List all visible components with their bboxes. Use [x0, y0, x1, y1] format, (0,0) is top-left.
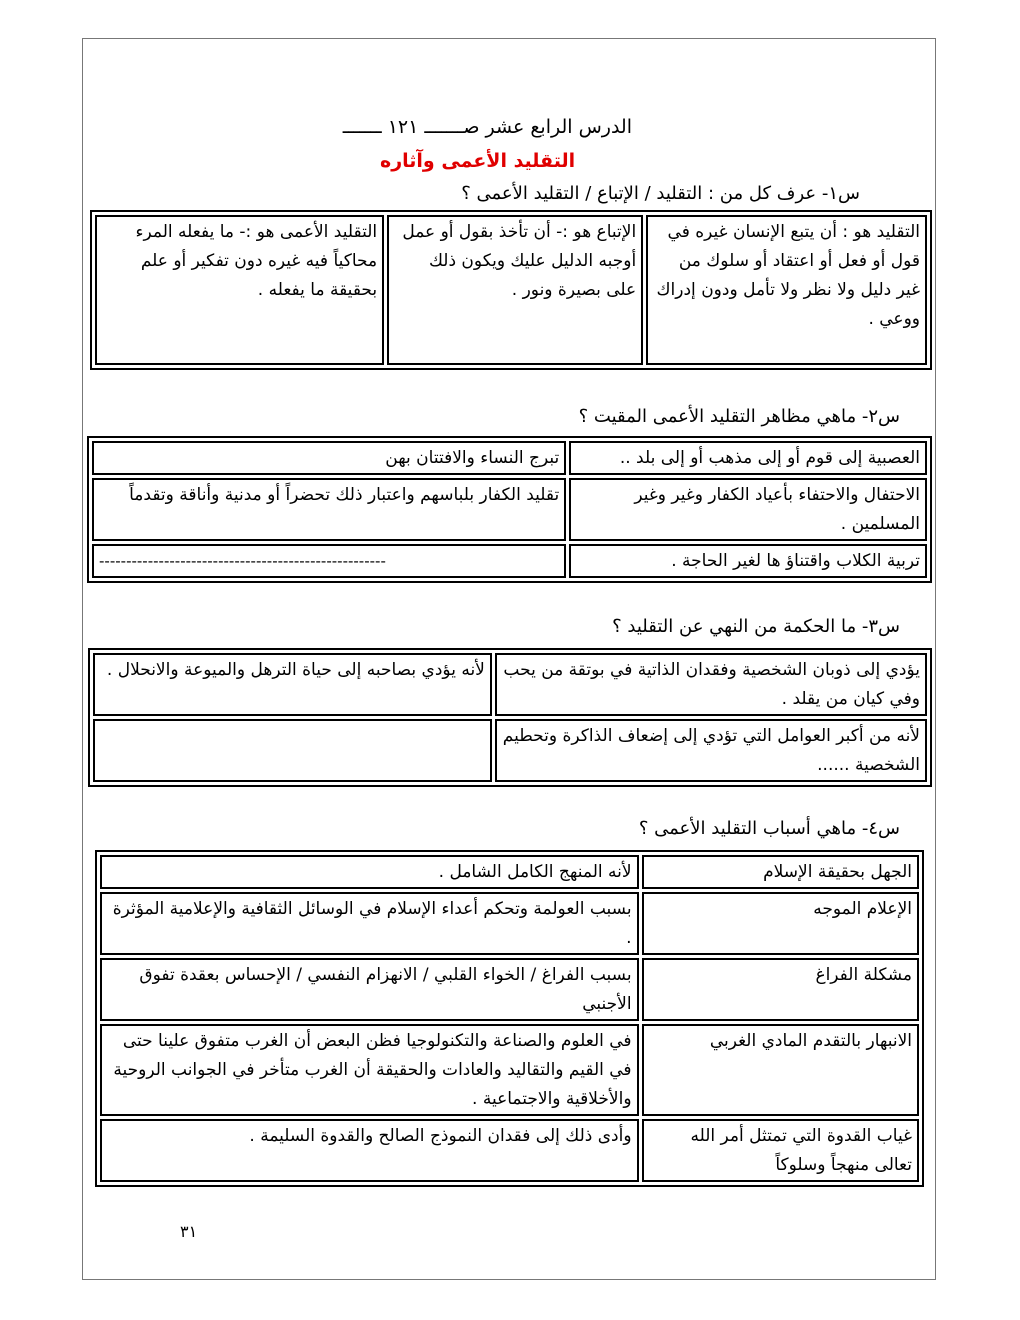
- table-cell: لأنه يؤدي بصاحبه إلى حياة الترهل والميوعة والانحلال .: [93, 653, 492, 716]
- definitions-table: [90, 210, 932, 370]
- table-cell: بسبب الفراغ / الخواء القلبي / الانهزام النفسي / الإحساس بعقدة تفوق الأجنبي: [100, 958, 639, 1021]
- table-cell: [92, 544, 566, 578]
- table-row: [92, 544, 927, 578]
- table-row: [100, 892, 919, 955]
- table-cell: [93, 719, 492, 782]
- table-cell: تربية الكلاب واقتناؤ ها لغير الحاجة .: [569, 544, 927, 578]
- table-cell: التقليد هو : أن يتبع الإنسان غيره في قول أو فعل أو اعتقاد أو سلوك من غير دليل ولا نظر ولا تأمل ودون إدراك ووعي .: [646, 215, 927, 365]
- table-cell: الإتباع هو :- أن تأخذ بقول أو عمل أوجبه الدليل عليك ويكون ذلك على بصيرة ونور .: [387, 215, 643, 365]
- page-number: ٣١: [180, 1222, 198, 1241]
- question-4: س٤- ماهي أسباب التقليد الأعمى ؟: [638, 818, 900, 839]
- question-2: س٢- ماهي مظاهر التقليد الأعمى المقيت ؟: [578, 406, 900, 427]
- question-1: س١- عرف كل من : التقليد / الإتباع / التقليد الأعمى ؟: [461, 183, 860, 204]
- table-cell: الاحتفال والاحتفاء بأعياد الكفار وغير وغير المسلمين .: [569, 478, 927, 541]
- table-cell: غياب القدوة التي تمتثل أمر الله تعالى منهجاً وسلوكاً: [642, 1119, 919, 1182]
- table-cell: الجهل بحقيقة الإسلام: [642, 855, 919, 889]
- table-row: [100, 1024, 919, 1116]
- table-cell: التقليد الأعمى هو :- ما يفعله المرء محاكياً فيه غيره دون تفكير أو علم بحقيقة ما يفعله .: [95, 215, 384, 365]
- wisdom-table: [88, 648, 932, 787]
- table-cell: تقليد الكفار بلباسهم واعتبار ذلك تحضراً أو مدنية وأناقة وتقدماً: [92, 478, 566, 541]
- question-3: س٣- ما الحكمة من النهي عن التقليد ؟: [612, 616, 900, 637]
- table-row: [100, 1119, 919, 1182]
- table-row: [93, 719, 927, 782]
- manifestations-table: [87, 436, 932, 583]
- table-cell: مشكلة الفراغ: [642, 958, 919, 1021]
- lesson-title: التقليد الأعمى وآثاره: [380, 150, 576, 172]
- lesson-header: الدرس الرابع عشر صـــــــ ١٢١ ـــــــ: [342, 116, 632, 138]
- table-row: [92, 441, 927, 475]
- table-cell: الإعلام الموجه: [642, 892, 919, 955]
- table-cell: لأنه المنهج الكامل الشامل .: [100, 855, 639, 889]
- table-row: [95, 215, 927, 365]
- table-row: [100, 958, 919, 1021]
- table-cell: في العلوم والصناعة والتكنولوجيا فظن البعض أن الغرب متفوق علينا حتى في القيم والتقاليد والعادات والحقيقة أن الغرب متأخر في الجوانب الروحية والأخلاقية والاجتماعية .: [100, 1024, 639, 1116]
- table-row: [100, 855, 919, 889]
- table-cell: الانبهار بالتقدم المادي الغربي: [642, 1024, 919, 1116]
- table-cell: العصبية إلى قوم أو إلى مذهب أو إلى بلد ..: [569, 441, 927, 475]
- table-cell: بسبب العولمة وتحكم أعداء الإسلام في الوسائل الثقافية والإعلامية المؤثرة .: [100, 892, 639, 955]
- table-cell: تبرج النساء والافتتان بهن: [92, 441, 566, 475]
- table-row: [92, 478, 927, 541]
- table-cell: وأدى ذلك إلى فقدان النموذج الصالح والقدوة السليمة .: [100, 1119, 639, 1182]
- table-cell: يؤدي إلى ذوبان الشخصية وفقدان الذاتية في بوتقة من يحب وفي كيان من يقلد .: [495, 653, 927, 716]
- table-row: [93, 653, 927, 716]
- blank-line: -----------------------------------------------------: [99, 552, 386, 570]
- table-cell: لأنه من أكبر العوامل التي تؤدي إلى إضعاف الذاكرة وتحطيم الشخصية ......: [495, 719, 927, 782]
- causes-table: [95, 850, 924, 1187]
